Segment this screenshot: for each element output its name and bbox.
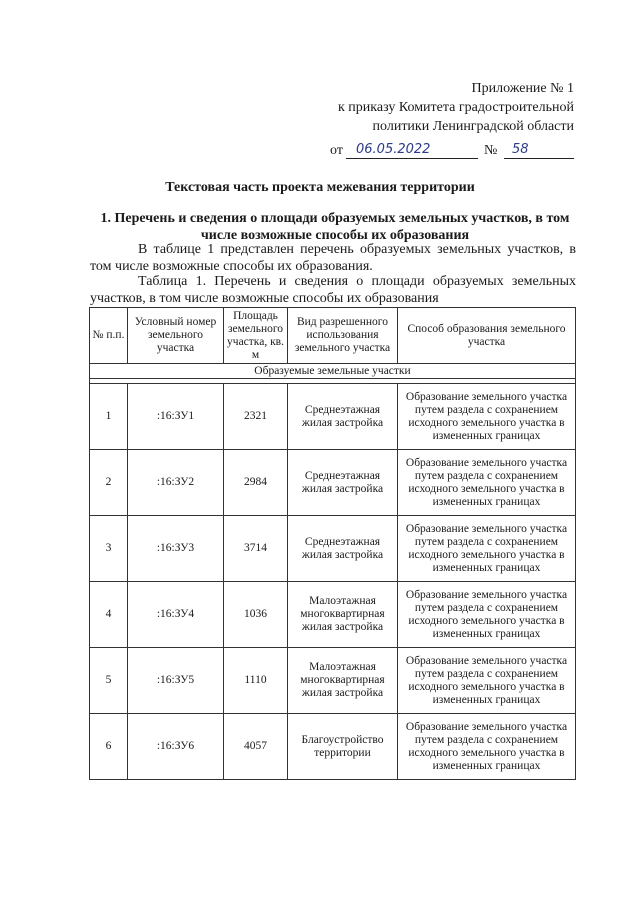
cell-method: Образование земельного участка путем раздела с сохранением исходного земельного участка в измененных границах bbox=[398, 450, 576, 516]
appendix-line-2: к приказу Комитета градостроительной bbox=[338, 100, 574, 115]
table-row bbox=[90, 714, 576, 780]
header-plot-id: Условный номер земельного участка bbox=[128, 308, 224, 364]
cell-use: Малоэтажная многоквартирная жилая застройка bbox=[288, 648, 398, 714]
date-underline bbox=[346, 158, 478, 159]
cell-use: Малоэтажная многоквартирная жилая застройка bbox=[288, 582, 398, 648]
cell-area: 1036 bbox=[224, 582, 288, 648]
cell-area: 2321 bbox=[224, 384, 288, 450]
header-method: Способ образования земельного участка bbox=[398, 308, 576, 364]
cell-area: 1110 bbox=[224, 648, 288, 714]
table-header-row bbox=[90, 308, 576, 364]
land-plots-table bbox=[89, 307, 576, 780]
cell-use: Среднеэтажная жилая застройка bbox=[288, 516, 398, 582]
table-row bbox=[90, 516, 576, 582]
cell-number: 4 bbox=[90, 582, 128, 648]
cell-method: Образование земельного участка путем раздела с сохранением исходного земельного участка в измененных границах bbox=[398, 516, 576, 582]
cell-method: Образование земельного участка путем раздела с сохранением исходного земельного участка в измененных границах bbox=[398, 582, 576, 648]
table-caption: Таблица 1. Перечень и сведения о площади образуемых земельных участков, в том числе возможные способы их образования bbox=[90, 274, 576, 306]
order-from-label: от bbox=[330, 143, 343, 158]
order-number: 58 bbox=[512, 142, 529, 157]
header-use: Вид разрешенного использования земельного участка bbox=[288, 308, 398, 364]
order-date-number bbox=[324, 141, 574, 161]
table-row bbox=[90, 648, 576, 714]
cell-method: Образование земельного участка путем раздела с сохранением исходного земельного участка в измененных границах bbox=[398, 714, 576, 780]
header-area: Площадь земельного участка, кв. м bbox=[224, 308, 288, 364]
cell-use: Среднеэтажная жилая застройка bbox=[288, 384, 398, 450]
cell-number: 6 bbox=[90, 714, 128, 780]
table-row bbox=[90, 384, 576, 450]
intro-paragraph: В таблице 1 представлен перечень образуемых земельных участков, в том числе возможные способы их образования. bbox=[90, 242, 576, 274]
cell-area: 3714 bbox=[224, 516, 288, 582]
cell-use: Среднеэтажная жилая застройка bbox=[288, 450, 398, 516]
section-title: 1. Перечень и сведения о площади образуемых земельных участков, в том числе возможные способы их образования bbox=[100, 211, 570, 243]
cell-plot-id: :16:ЗУ3 bbox=[128, 516, 224, 582]
cell-number: 5 bbox=[90, 648, 128, 714]
cell-method: Образование земельного участка путем раздела с сохранением исходного земельного участка в измененных границах bbox=[398, 384, 576, 450]
cell-number: 3 bbox=[90, 516, 128, 582]
cell-method: Образование земельного участка путем раздела с сохранением исходного земельного участка в измененных границах bbox=[398, 648, 576, 714]
table-row bbox=[90, 450, 576, 516]
table-row bbox=[90, 582, 576, 648]
cell-area: 2984 bbox=[224, 450, 288, 516]
appendix-line-3: политики Ленинградской области bbox=[372, 119, 574, 134]
order-number-label: № bbox=[484, 143, 498, 158]
order-date: 06.05.2022 bbox=[356, 142, 431, 157]
table-group-row bbox=[90, 364, 576, 379]
cell-number: 2 bbox=[90, 450, 128, 516]
document-title: Текстовая часть проекта межевания территории bbox=[165, 180, 475, 195]
cell-plot-id: :16:ЗУ4 bbox=[128, 582, 224, 648]
cell-plot-id: :16:ЗУ2 bbox=[128, 450, 224, 516]
cell-use: Благоустройство территории bbox=[288, 714, 398, 780]
number-underline bbox=[504, 158, 574, 159]
cell-plot-id: :16:ЗУ5 bbox=[128, 648, 224, 714]
header-number: № п.п. bbox=[90, 308, 128, 364]
cell-area: 4057 bbox=[224, 714, 288, 780]
appendix-line-1: Приложение № 1 bbox=[471, 81, 574, 96]
cell-plot-id: :16:ЗУ6 bbox=[128, 714, 224, 780]
cell-plot-id: :16:ЗУ1 bbox=[128, 384, 224, 450]
appendix-block bbox=[338, 79, 574, 136]
cell-number: 1 bbox=[90, 384, 128, 450]
group-label: Образуемые земельные участки bbox=[90, 364, 576, 379]
